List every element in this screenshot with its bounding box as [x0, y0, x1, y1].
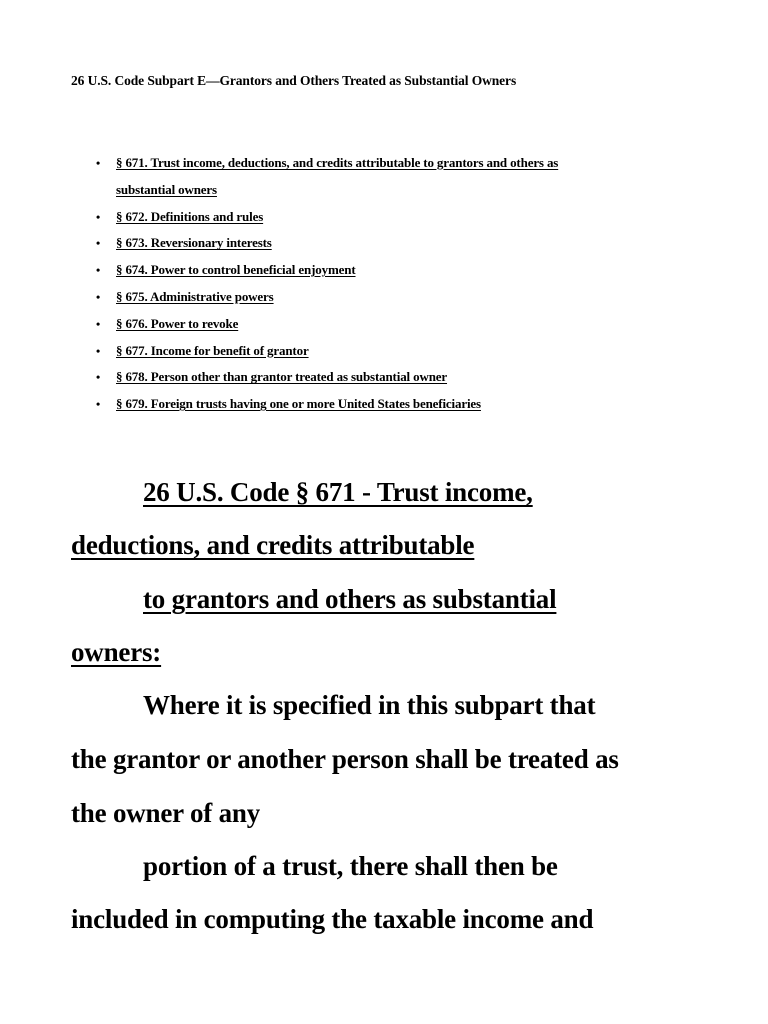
bullet: •: [96, 156, 101, 170]
section-link-671[interactable]: [116, 155, 558, 197]
list-item: [96, 311, 696, 338]
section-link-674[interactable]: § 674. Power to control beneficial enjoyment: [116, 262, 356, 278]
section-link-672[interactable]: § 672. Definitions and rules: [116, 208, 264, 224]
list-item: [96, 230, 696, 257]
heading-line: deductions, and credits attributable: [71, 530, 475, 560]
body-line: the grantor or another person shall be treated as: [71, 744, 619, 774]
heading-line: to grantors and others as substantial: [143, 584, 557, 614]
section-list: [96, 150, 696, 418]
section-link-675[interactable]: § 675. Administrative powers: [116, 288, 274, 304]
list-item: [96, 150, 696, 204]
section-link-679[interactable]: § 679. Foreign trusts having one or more United States beneficiaries: [116, 396, 481, 412]
bullet: •: [96, 370, 101, 385]
heading-line: 26 U.S. Code § 671 - Trust income,: [143, 477, 533, 507]
link-text: substantial owners: [116, 181, 217, 197]
body-line: the owner of any: [71, 798, 261, 828]
section-link-673[interactable]: § 673. Reversionary interests: [116, 235, 272, 251]
bullet: •: [96, 209, 101, 224]
list-item: [96, 338, 696, 365]
section-link-677[interactable]: § 677. Income for benefit of grantor: [116, 342, 309, 358]
body-line: portion of a trust, there shall then be: [143, 851, 558, 881]
list-item: [96, 364, 696, 391]
list-item: [96, 391, 696, 418]
list-item: [96, 204, 696, 231]
list-item: [96, 257, 696, 284]
section-heading: [71, 477, 731, 677]
heading-line: owners:: [71, 637, 162, 667]
bullet: •: [96, 236, 101, 251]
document-title: 26 U.S. Code Subpart E—Grantors and Others Treated as Substantial Owners: [71, 73, 517, 88]
link-text: § 671. Trust income, deductions, and credits attributable to grantors and others as: [116, 155, 559, 170]
bullet: •: [96, 263, 101, 278]
body-line: Where it is specified in this subpart that: [143, 690, 596, 720]
bullet: •: [96, 397, 101, 412]
section-link-678[interactable]: § 678. Person other than grantor treated as substantial owner: [116, 369, 448, 385]
section-link-676[interactable]: § 676. Power to revoke: [116, 315, 239, 331]
bullet: •: [96, 343, 101, 358]
body-line: included in computing the taxable income and: [71, 904, 594, 934]
bullet: •: [96, 316, 101, 331]
list-item: [96, 284, 696, 311]
bullet: •: [96, 289, 101, 304]
section-body: [71, 690, 731, 950]
